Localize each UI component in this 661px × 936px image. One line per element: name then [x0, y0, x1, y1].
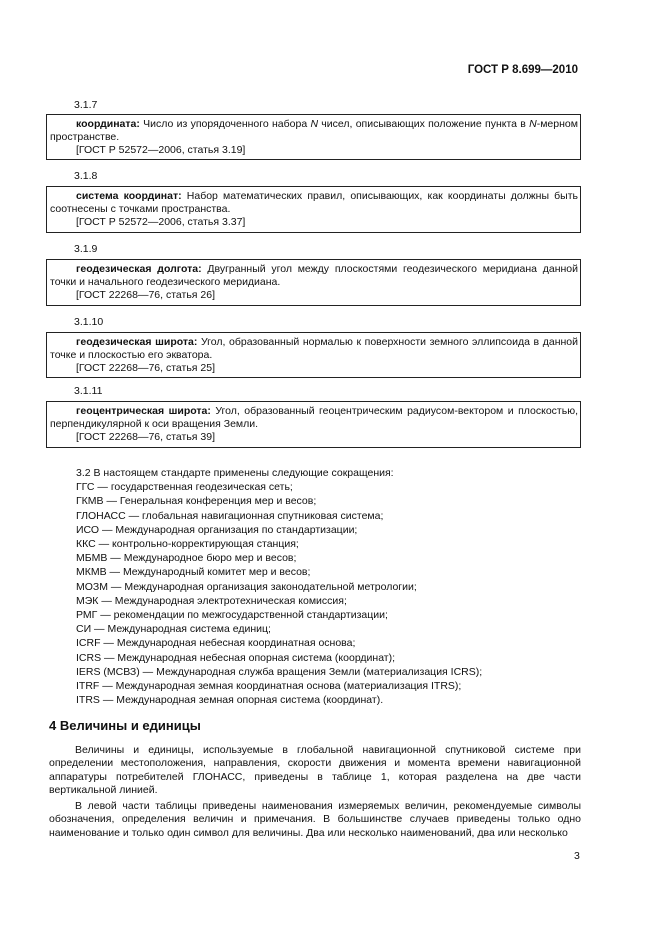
definition-box: [46, 401, 581, 448]
definition-text: -мерном пространстве.: [50, 118, 578, 144]
entry-number: 3.1.9: [74, 243, 98, 255]
abbreviation-item: ГГС — государственная геодезическая сеть;: [76, 481, 293, 494]
entry-number: 3.1.11: [74, 385, 103, 397]
abbreviation-item: ККС — контрольно-корректирующая станция;: [76, 538, 299, 551]
term: координата:: [76, 118, 140, 130]
abbreviation-item: ITRF — Международная земная координатная основа (материализация ITRS);: [76, 680, 462, 693]
definition-symbol: N: [529, 118, 537, 130]
abbreviation-item: МЭК — Международная электротехническая комиссия;: [76, 594, 347, 607]
definition-symbol: N: [310, 118, 319, 130]
definition-box: [46, 259, 581, 306]
reference: [ГОСТ 22268—76, статья 26]: [76, 289, 215, 302]
definition-text: Двугранный угол между плоскостями геодезического меридиана данной точки и начального геодезического меридиана.: [50, 263, 578, 289]
abbreviation-item: ICRS — Международная небесная опорная система (координат);: [76, 651, 396, 664]
definition-box: [46, 332, 581, 378]
term: геодезическая широта:: [76, 336, 198, 348]
entry-number: 3.1.7: [74, 99, 98, 111]
section-title: 4 Величины и единицы: [49, 718, 201, 733]
reference: [ГОСТ 22268—76, статья 39]: [76, 431, 215, 444]
term: система координат:: [76, 190, 182, 202]
definition-text: чисел, описывающих положение пункта в: [318, 118, 530, 130]
abbreviation-item: МОЗМ — Международная организация законодательной метрологии;: [76, 580, 417, 593]
reference: [ГОСТ Р 52572—2006, статья 3.37]: [76, 216, 246, 229]
definition-text: Набор математических правил, описывающих, как координаты должны быть соотнесены с точками пространства.: [50, 190, 579, 216]
abbreviation-item: МКМВ — Международный комитет мер и весов;: [76, 566, 311, 579]
abbreviation-item: ITRS — Международная земная опорная система (координат).: [76, 694, 384, 707]
paragraph-text: В левой части таблицы приведены наименования измеряемых величин, рекомендуемые символы обозначения, определения величин и примечания. В большинстве случаев приведены только одно наименование и только один символ для величины. Два или несколько наименований, два или несколько: [49, 800, 581, 839]
definition-text: Число из упорядоченного набора: [139, 118, 311, 130]
definition-box: [46, 186, 581, 233]
page-number: 3: [574, 850, 580, 862]
abbreviation-item: ГЛОНАСС — глобальная навигационная спутниковая система;: [76, 509, 384, 522]
abbreviation-item: ГКМВ — Генеральная конференция мер и весов;: [76, 495, 317, 508]
definition-text: Угол, образованный нормалью к поверхности земного эллипсоида в данной точке и плоскостью его экватора.: [50, 336, 578, 362]
term: геоцентрическая широта:: [76, 405, 211, 417]
abbreviation-item: ICRF — Международная небесная координатная основа;: [76, 637, 356, 650]
definition-text: Угол, образованный геоцентрическим радиусом-вектором и плоскостью, перпендикулярной к оси вращения Земли.: [50, 405, 578, 431]
reference: [ГОСТ Р 52572—2006, статья 3.19]: [76, 144, 246, 157]
paragraph-text: Величины и единицы, используемые в глобальной навигационной спутниковой системе при определении местоположения, направления, скорости движения и момента времени навигационной аппаратуры потребителей ГЛОНАСС, приведены в таблице 1, которая разделена на две части вертикальной линией.: [49, 744, 581, 796]
abbreviations-intro: 3.2 В настоящем стандарте применены следующие сокращения:: [76, 467, 394, 479]
abbreviation-item: СИ — Международная система единиц;: [76, 623, 271, 636]
entry-number: 3.1.10: [74, 316, 104, 328]
section-paragraph: [49, 800, 581, 840]
section-paragraph: [49, 744, 581, 797]
term: геодезическая долгота:: [76, 263, 202, 275]
abbreviation-item: IERS (МСВЗ) — Международная служба вращения Земли (материализация ICRS);: [76, 665, 483, 678]
definition-box: [46, 114, 581, 160]
entry-number: 3.1.8: [74, 170, 98, 182]
page-header: ГОСТ Р 8.699—2010: [467, 64, 578, 76]
abbreviation-item: МБМВ — Международное бюро мер и весов;: [76, 552, 297, 565]
abbreviations-list: [76, 466, 482, 707]
abbreviation-item: ИСО — Международная организация по стандартизации;: [76, 523, 358, 536]
abbreviation-item: РМГ — рекомендации по межгосударственной стандартизации;: [76, 609, 388, 622]
reference: [ГОСТ 22268—76, статья 25]: [76, 362, 215, 375]
